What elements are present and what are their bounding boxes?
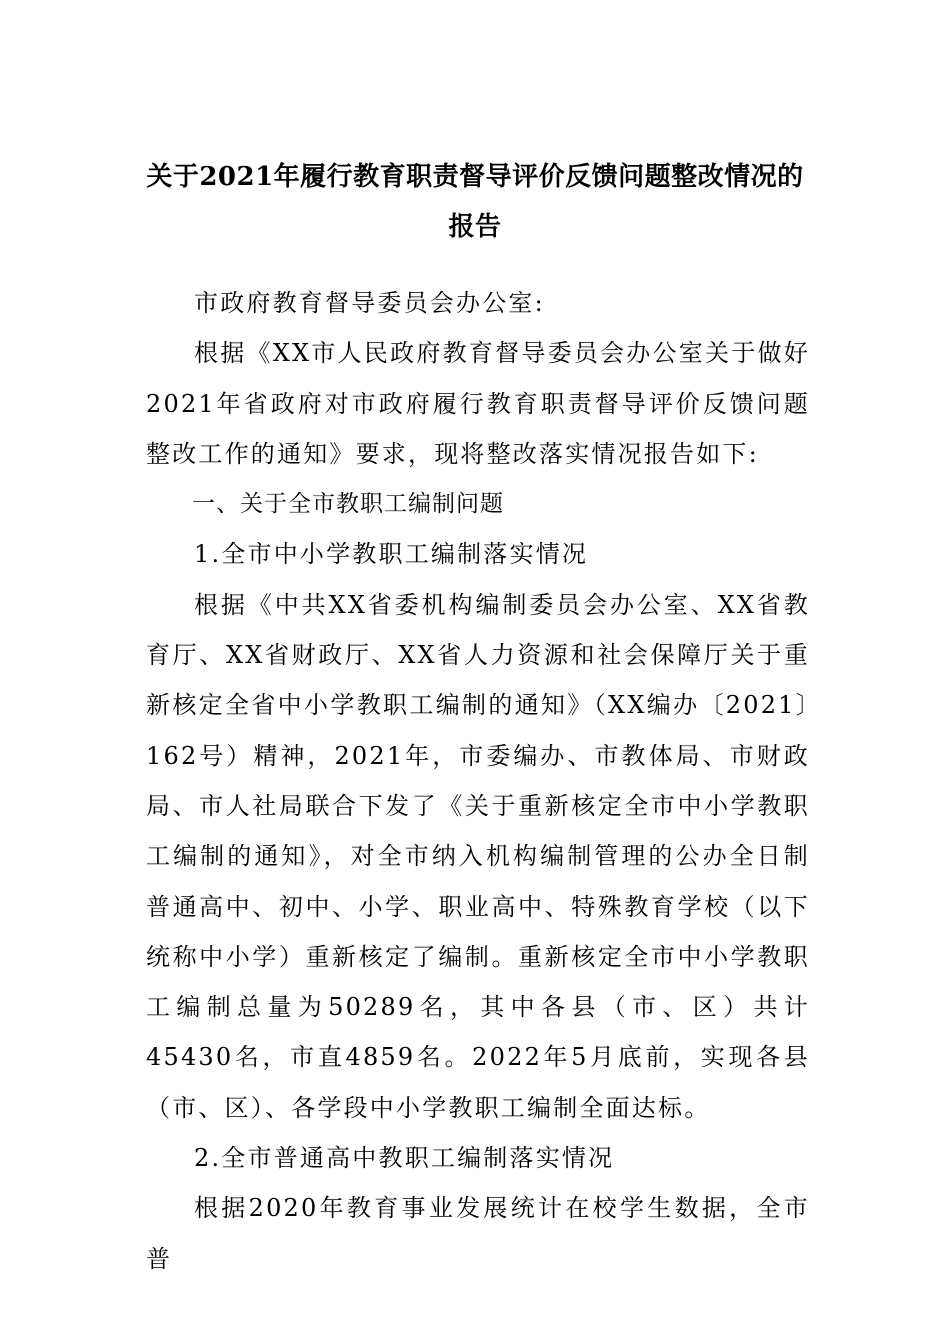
subsection-2-paragraph: 根据2020年教育事业发展统计在校学生数据，全市普 xyxy=(146,1194,810,1273)
subsection-heading-1: 1.全市中小学教职工编制落实情况 xyxy=(194,540,589,569)
intro-paragraph: 根据《XX市人民政府教育督导委员会办公室关于做好2021年省政府对市政府履行教育职责督导评价反馈问题整改工作的通知》要求，现将整改落实情况报告如下: xyxy=(146,339,810,468)
salutation: 市政府教育督导委员会办公室: xyxy=(194,289,545,317)
document-title: 关于2021年履行教育职责督导评价反馈问题整改情况的报告 xyxy=(146,162,804,242)
subsection-heading-2: 2.全市普通高中教职工编制落实情况 xyxy=(194,1144,615,1173)
subsection-1-paragraph: 根据《中共XX省委机构编制委员会办公室、XX省教育厅、XX省财政厅、XX省人力资源和社会保障厅关于重新核定全省中小学教职工编制的通知》（XX编办〔2021〕162号）精神，2021年，市委编办、市教体局、市财政局、市人社局联合下发了《关于重新核定全市中小学教职工编制的通知》，对全市纳入机构编制管理的公办全日制普通高中、初中、小学、职业高中、特殊教育学校（以下统称中小学）重新核定了编制。重新核定全市中小学教职工编制总量为50289名，其中各县（市、区）共计45430名，市直4859名。2022年5月底前，实现各县（市、区）、各学段中小学教职工编制全面达标。 xyxy=(146,590,810,1122)
section-heading-1: 一、关于全市教职工编制问题 xyxy=(192,491,504,518)
document-body xyxy=(146,278,810,1284)
